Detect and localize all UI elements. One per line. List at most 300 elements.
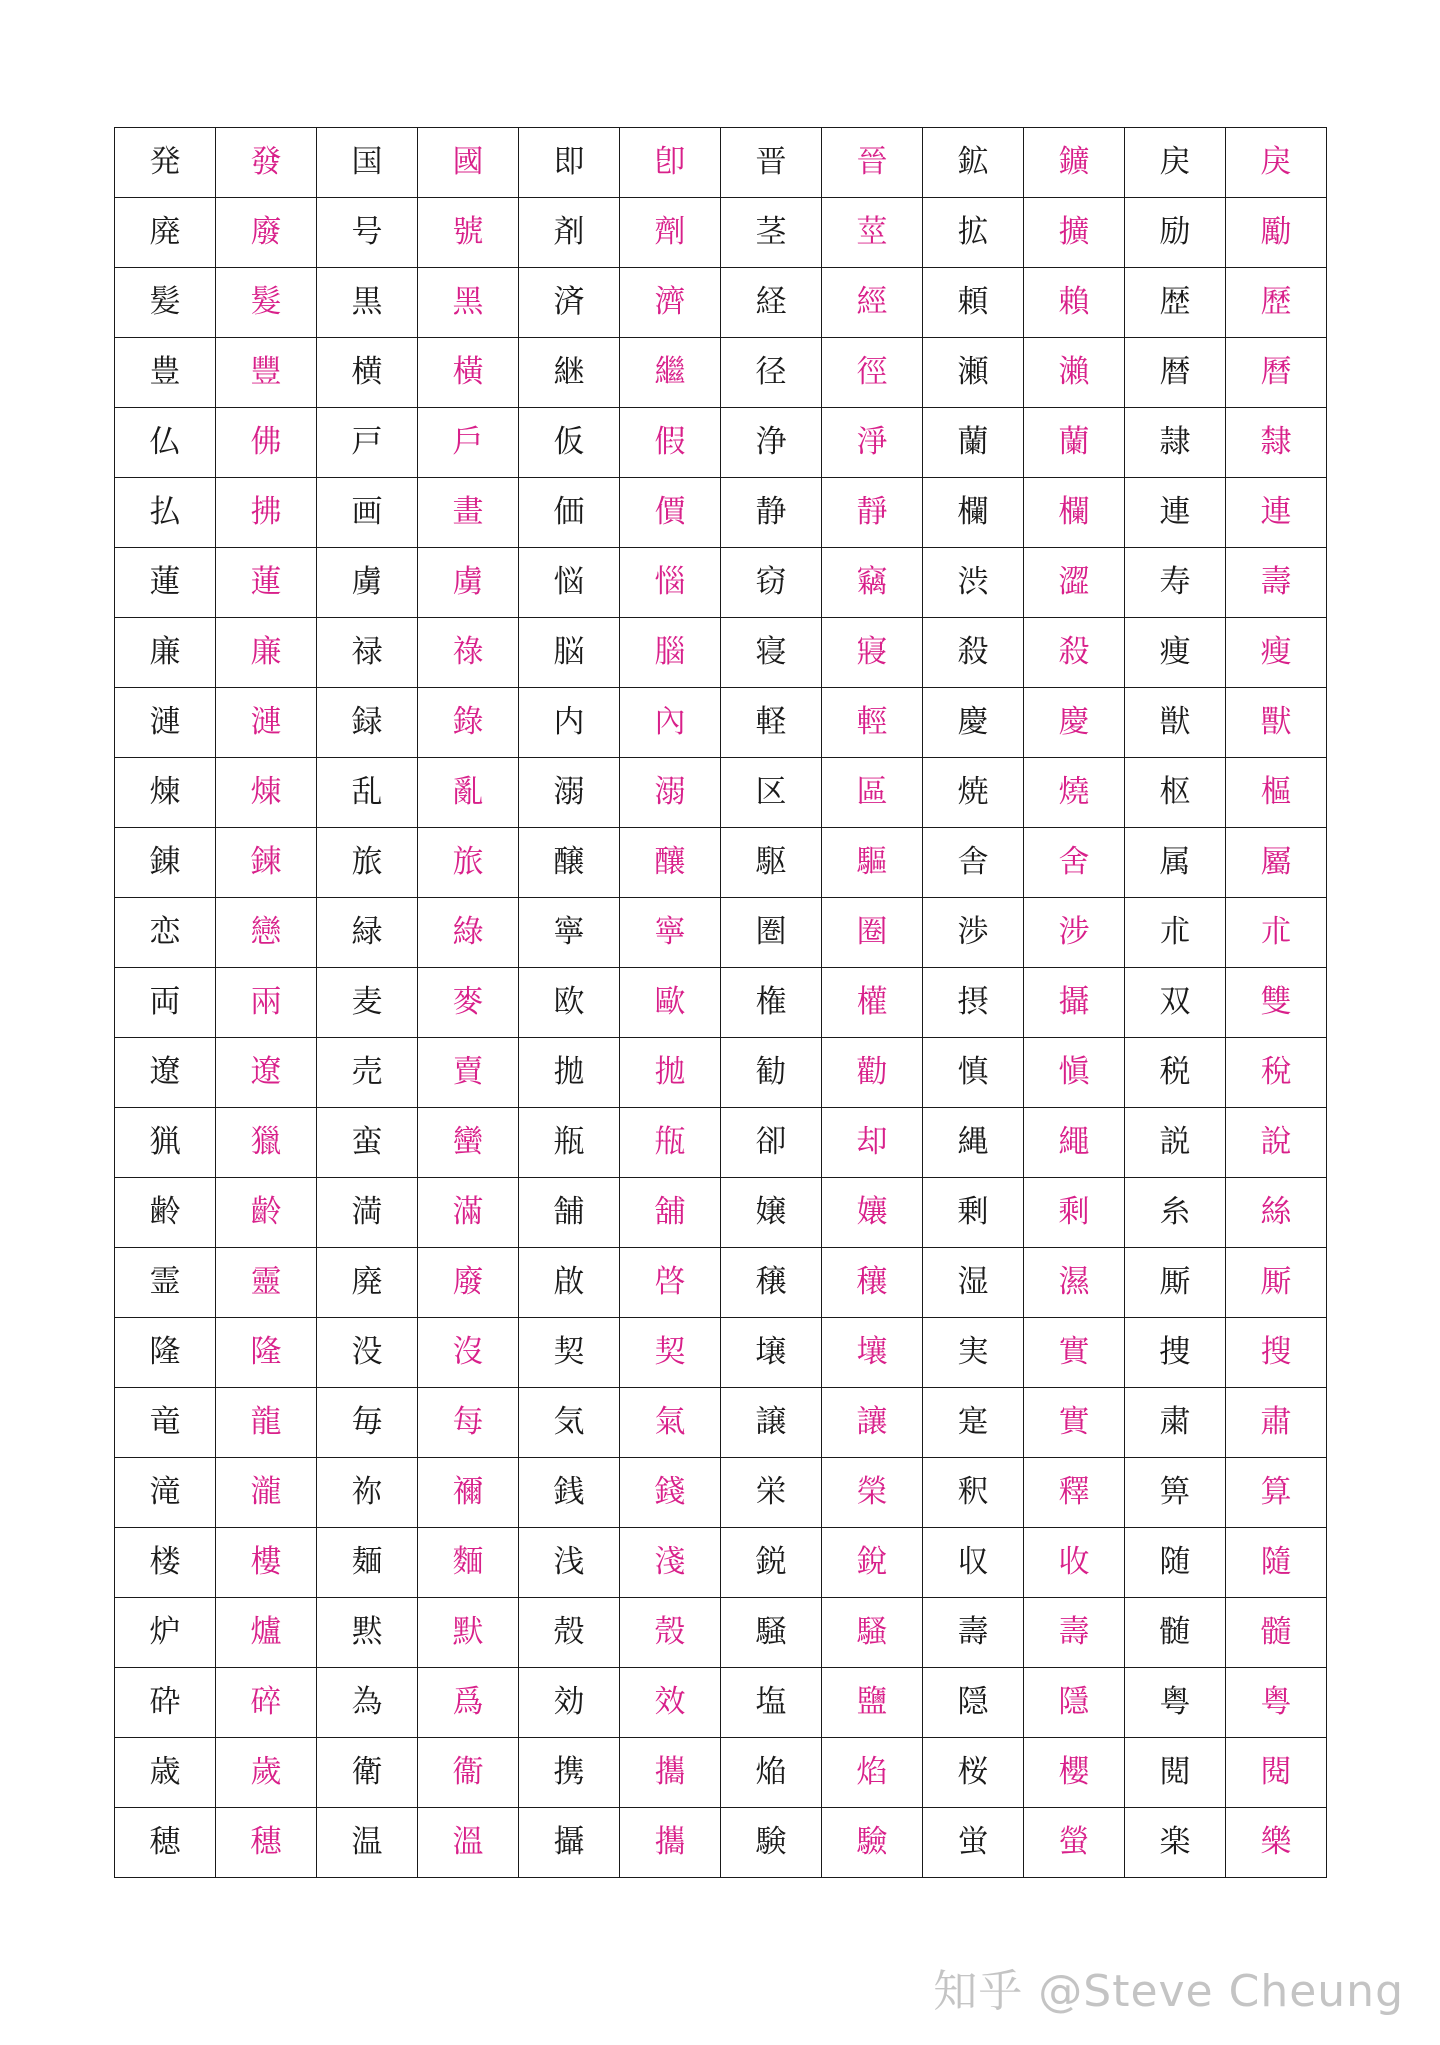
simplified-char-cell: 痩 <box>1125 618 1226 688</box>
traditional-char-cell: 劑 <box>620 198 721 268</box>
traditional-char-cell: 屬 <box>1226 828 1327 898</box>
simplified-char-cell: 価 <box>519 478 620 548</box>
simplified-char-cell: 号 <box>317 198 418 268</box>
simplified-char-cell: 戻 <box>1125 128 1226 198</box>
simplified-char-cell: 麺 <box>317 1528 418 1598</box>
traditional-char-cell: 戀 <box>216 898 317 968</box>
simplified-char-cell: 発 <box>115 128 216 198</box>
simplified-char-cell: 欧 <box>519 968 620 1038</box>
traditional-char-cell: 讓 <box>822 1388 923 1458</box>
simplified-char-cell: 内 <box>519 688 620 758</box>
simplified-char-cell: 戸 <box>317 408 418 478</box>
simplified-char-cell: 慎 <box>923 1038 1024 1108</box>
simplified-char-cell: 即 <box>519 128 620 198</box>
simplified-char-cell: 瀬 <box>923 338 1024 408</box>
simplified-char-cell: 静 <box>721 478 822 548</box>
simplified-char-cell: 楼 <box>115 1528 216 1598</box>
table-row <box>115 408 1327 478</box>
traditional-char-cell: 氣 <box>620 1388 721 1458</box>
simplified-char-cell: 拋 <box>519 1038 620 1108</box>
traditional-char-cell: 淨 <box>822 408 923 478</box>
simplified-char-cell: 寔 <box>923 1388 1024 1458</box>
simplified-char-cell: 窃 <box>721 548 822 618</box>
watermark: 知乎 @Steve Cheung <box>933 1966 1404 2017</box>
table-row <box>115 688 1327 758</box>
table-row <box>115 1318 1327 1388</box>
traditional-char-cell: 樞 <box>1226 758 1327 828</box>
simplified-char-cell: 髪 <box>115 268 216 338</box>
simplified-char-cell: 釈 <box>923 1458 1024 1528</box>
traditional-char-cell: 粤 <box>1226 1668 1327 1738</box>
table-row <box>115 1178 1327 1248</box>
table-row <box>115 1038 1327 1108</box>
simplified-char-cell: 壌 <box>721 1318 822 1388</box>
simplified-char-cell: 殺 <box>923 618 1024 688</box>
traditional-char-cell: 隨 <box>1226 1528 1327 1598</box>
traditional-char-cell: 輕 <box>822 688 923 758</box>
simplified-char-cell: 払 <box>115 478 216 548</box>
traditional-char-cell: 徑 <box>822 338 923 408</box>
traditional-char-cell: 算 <box>1226 1458 1327 1528</box>
table-row <box>115 758 1327 828</box>
simplified-char-cell: 竜 <box>115 1388 216 1458</box>
simplified-char-cell: 双 <box>1125 968 1226 1038</box>
simplified-char-cell: 駆 <box>721 828 822 898</box>
simplified-char-cell: 乱 <box>317 758 418 828</box>
traditional-char-cell: 閱 <box>1226 1738 1327 1808</box>
traditional-char-cell: 每 <box>418 1388 519 1458</box>
simplified-char-cell: 随 <box>1125 1528 1226 1598</box>
traditional-char-cell: 繩 <box>1024 1108 1125 1178</box>
simplified-char-cell: 気 <box>519 1388 620 1458</box>
simplified-char-cell: 属 <box>1125 828 1226 898</box>
table-row <box>115 1248 1327 1318</box>
simplified-char-cell: 脳 <box>519 618 620 688</box>
simplified-char-cell: 炉 <box>115 1598 216 1668</box>
simplified-char-cell: 売 <box>317 1038 418 1108</box>
traditional-char-cell: 搜 <box>1226 1318 1327 1388</box>
traditional-char-cell: 國 <box>418 128 519 198</box>
traditional-char-cell: 莖 <box>822 198 923 268</box>
traditional-char-cell: 孃 <box>822 1178 923 1248</box>
simplified-char-cell: 録 <box>317 688 418 758</box>
traditional-char-cell: 碎 <box>216 1668 317 1738</box>
simplified-char-cell: 欄 <box>923 478 1024 548</box>
traditional-char-cell: 厮 <box>1226 1248 1327 1318</box>
simplified-char-cell: 譲 <box>721 1388 822 1458</box>
table-row <box>115 898 1327 968</box>
traditional-char-cell: 却 <box>822 1108 923 1178</box>
traditional-char-cell: 獸 <box>1226 688 1327 758</box>
traditional-char-cell: 稅 <box>1226 1038 1327 1108</box>
simplified-char-cell: 励 <box>1125 198 1226 268</box>
traditional-char-cell: 樓 <box>216 1528 317 1598</box>
simplified-char-cell: 連 <box>1125 478 1226 548</box>
traditional-char-cell: 濕 <box>1024 1248 1125 1318</box>
simplified-char-cell: 効 <box>519 1668 620 1738</box>
traditional-char-cell: 肅 <box>1226 1388 1327 1458</box>
table-row <box>115 1458 1327 1528</box>
traditional-char-cell: 勵 <box>1226 198 1327 268</box>
traditional-char-cell: 瀧 <box>216 1458 317 1528</box>
traditional-char-cell: 廢 <box>216 198 317 268</box>
traditional-char-cell: 絲 <box>1226 1178 1327 1248</box>
simplified-char-cell: 閲 <box>1125 1738 1226 1808</box>
simplified-char-cell: 禄 <box>317 618 418 688</box>
simplified-char-cell: 鉱 <box>923 128 1024 198</box>
simplified-char-cell: 鋭 <box>721 1528 822 1598</box>
simplified-char-cell: 蛮 <box>317 1108 418 1178</box>
simplified-char-cell: 舗 <box>519 1178 620 1248</box>
simplified-char-cell: 軽 <box>721 688 822 758</box>
traditional-char-cell: 雙 <box>1226 968 1327 1038</box>
simplified-char-cell: 瓶 <box>519 1108 620 1178</box>
simplified-char-cell: 隆 <box>115 1318 216 1388</box>
simplified-char-cell: 温 <box>317 1808 418 1878</box>
simplified-char-cell: 糸 <box>1125 1178 1226 1248</box>
simplified-char-cell: 殻 <box>519 1598 620 1668</box>
traditional-char-cell: 內 <box>620 688 721 758</box>
simplified-char-cell: 砕 <box>115 1668 216 1738</box>
traditional-char-cell: 麵 <box>418 1528 519 1598</box>
traditional-char-cell: 剩 <box>1024 1178 1125 1248</box>
simplified-char-cell: 緑 <box>317 898 418 968</box>
simplified-char-cell: 麦 <box>317 968 418 1038</box>
traditional-char-cell: 拂 <box>216 478 317 548</box>
table-row <box>115 1108 1327 1178</box>
simplified-char-cell: 圏 <box>721 898 822 968</box>
traditional-char-cell: 惱 <box>620 548 721 618</box>
simplified-char-cell: 嬢 <box>721 1178 822 1248</box>
traditional-char-cell: 釀 <box>620 828 721 898</box>
simplified-char-cell: 齢 <box>115 1178 216 1248</box>
simplified-char-cell: 廃 <box>317 1248 418 1318</box>
table-row <box>115 1738 1327 1808</box>
traditional-char-cell: 連 <box>1226 478 1327 548</box>
traditional-char-cell: 經 <box>822 268 923 338</box>
traditional-char-cell: 鑛 <box>1024 128 1125 198</box>
simplified-char-cell: 厮 <box>1125 1248 1226 1318</box>
table-row <box>115 478 1327 548</box>
traditional-char-cell: 啓 <box>620 1248 721 1318</box>
simplified-char-cell: 穂 <box>115 1808 216 1878</box>
table-row <box>115 828 1327 898</box>
simplified-char-cell: 朮 <box>1125 898 1226 968</box>
simplified-char-cell: 卻 <box>721 1108 822 1178</box>
simplified-char-cell: 渉 <box>923 898 1024 968</box>
simplified-char-cell: 遼 <box>115 1038 216 1108</box>
traditional-char-cell: 黑 <box>418 268 519 338</box>
traditional-char-cell: 廢 <box>418 1248 519 1318</box>
simplified-char-cell: 横 <box>317 338 418 408</box>
traditional-char-cell: 曆 <box>1226 338 1327 408</box>
table-row <box>115 1808 1327 1878</box>
traditional-char-cell: 溺 <box>620 758 721 828</box>
simplified-char-cell: 権 <box>721 968 822 1038</box>
simplified-char-cell: 煉 <box>115 758 216 828</box>
traditional-char-cell: 攝 <box>1024 968 1125 1038</box>
table-row <box>115 268 1327 338</box>
simplified-char-cell: 径 <box>721 338 822 408</box>
simplified-char-cell: 頼 <box>923 268 1024 338</box>
traditional-char-cell: 寢 <box>822 618 923 688</box>
traditional-char-cell: 寧 <box>620 898 721 968</box>
traditional-char-cell: 圈 <box>822 898 923 968</box>
traditional-char-cell: 戶 <box>418 408 519 478</box>
traditional-char-cell: 殺 <box>1024 618 1125 688</box>
traditional-char-cell: 禰 <box>418 1458 519 1528</box>
traditional-char-cell: 隸 <box>1226 408 1327 478</box>
simplified-char-cell: 悩 <box>519 548 620 618</box>
simplified-char-cell: 恋 <box>115 898 216 968</box>
simplified-char-cell: 焼 <box>923 758 1024 828</box>
simplified-char-cell: 区 <box>721 758 822 828</box>
simplified-char-cell: 啟 <box>519 1248 620 1318</box>
traditional-char-cell: 權 <box>822 968 923 1038</box>
traditional-char-cell: 實 <box>1024 1318 1125 1388</box>
simplified-char-cell: 寧 <box>519 898 620 968</box>
simplified-char-cell: 醸 <box>519 828 620 898</box>
traditional-char-cell: 假 <box>620 408 721 478</box>
simplified-char-cell: 済 <box>519 268 620 338</box>
simplified-char-cell: 継 <box>519 338 620 408</box>
traditional-char-cell: 鹽 <box>822 1668 923 1738</box>
simplified-char-cell: 旅 <box>317 828 418 898</box>
traditional-char-cell: 默 <box>418 1598 519 1668</box>
traditional-char-cell: 濟 <box>620 268 721 338</box>
simplified-char-cell: 歳 <box>115 1738 216 1808</box>
traditional-char-cell: 兩 <box>216 968 317 1038</box>
simplified-char-cell: 験 <box>721 1808 822 1878</box>
simplified-char-cell: 隷 <box>1125 408 1226 478</box>
table-row <box>115 1598 1327 1668</box>
traditional-char-cell: 龍 <box>216 1388 317 1458</box>
simplified-char-cell: 画 <box>317 478 418 548</box>
simplified-char-cell: 為 <box>317 1668 418 1738</box>
traditional-char-cell: 錄 <box>418 688 519 758</box>
simplified-char-cell: 穣 <box>721 1248 822 1318</box>
simplified-char-cell: 猟 <box>115 1108 216 1178</box>
traditional-char-cell: 淺 <box>620 1528 721 1598</box>
traditional-char-cell: 齡 <box>216 1178 317 1248</box>
traditional-char-cell: 騷 <box>822 1598 923 1668</box>
simplified-char-cell: 渋 <box>923 548 1024 618</box>
traditional-char-cell: 竊 <box>822 548 923 618</box>
simplified-char-cell: 舎 <box>923 828 1024 898</box>
traditional-char-cell: 攜 <box>620 1738 721 1808</box>
simplified-char-cell: 粤 <box>1125 1668 1226 1738</box>
simplified-char-cell: 税 <box>1125 1038 1226 1108</box>
traditional-char-cell: 戾 <box>1226 128 1327 198</box>
traditional-char-cell: 溫 <box>418 1808 519 1878</box>
traditional-char-cell: 壤 <box>822 1318 923 1388</box>
traditional-char-cell: 靜 <box>822 478 923 548</box>
simplified-char-cell: 黙 <box>317 1598 418 1668</box>
simplified-char-cell: 箅 <box>1125 1458 1226 1528</box>
simplified-char-cell: 塩 <box>721 1668 822 1738</box>
table-row <box>115 198 1327 268</box>
traditional-char-cell: 釋 <box>1024 1458 1125 1528</box>
simplified-char-cell: 経 <box>721 268 822 338</box>
traditional-char-cell: 號 <box>418 198 519 268</box>
traditional-char-cell: 獵 <box>216 1108 317 1178</box>
simplified-char-cell: 両 <box>115 968 216 1038</box>
traditional-char-cell: 廉 <box>216 618 317 688</box>
traditional-char-cell: 賴 <box>1024 268 1125 338</box>
traditional-char-cell: 舖 <box>620 1178 721 1248</box>
simplified-char-cell: 焔 <box>721 1738 822 1808</box>
traditional-char-cell: 靈 <box>216 1248 317 1318</box>
traditional-char-cell: 燒 <box>1024 758 1125 828</box>
traditional-char-cell: 驗 <box>822 1808 923 1878</box>
simplified-char-cell: 霊 <box>115 1248 216 1318</box>
simplified-char-cell: 桜 <box>923 1738 1024 1808</box>
traditional-char-cell: 勸 <box>822 1038 923 1108</box>
simplified-char-cell: 茎 <box>721 198 822 268</box>
simplified-char-cell: 銭 <box>519 1458 620 1528</box>
simplified-char-cell: 蓮 <box>115 548 216 618</box>
traditional-char-cell: 蓮 <box>216 548 317 618</box>
simplified-char-cell: 騒 <box>721 1598 822 1668</box>
traditional-char-cell: 歲 <box>216 1738 317 1808</box>
traditional-char-cell: 歐 <box>620 968 721 1038</box>
traditional-char-cell: 拋 <box>620 1038 721 1108</box>
traditional-char-cell: 螢 <box>1024 1808 1125 1878</box>
traditional-char-cell: 慶 <box>1024 688 1125 758</box>
simplified-char-cell: 勧 <box>721 1038 822 1108</box>
traditional-char-cell: 甁 <box>620 1108 721 1178</box>
simplified-char-cell: 錬 <box>115 828 216 898</box>
table-row <box>115 618 1327 688</box>
simplified-char-cell: 剤 <box>519 198 620 268</box>
traditional-char-cell: 繼 <box>620 338 721 408</box>
traditional-char-cell: 蠻 <box>418 1108 519 1178</box>
simplified-char-cell: 攝 <box>519 1808 620 1878</box>
traditional-char-cell: 歷 <box>1226 268 1327 338</box>
simplified-char-cell: 獣 <box>1125 688 1226 758</box>
simplified-char-cell: 毎 <box>317 1388 418 1458</box>
traditional-char-cell: 瘦 <box>1226 618 1327 688</box>
traditional-char-cell: 爐 <box>216 1598 317 1668</box>
traditional-char-cell: 涉 <box>1024 898 1125 968</box>
traditional-char-cell: 遼 <box>216 1038 317 1108</box>
simplified-char-cell: 粛 <box>1125 1388 1226 1458</box>
table-row <box>115 1388 1327 1458</box>
simplified-char-cell: 仮 <box>519 408 620 478</box>
simplified-char-cell: 国 <box>317 128 418 198</box>
traditional-char-cell: 祿 <box>418 618 519 688</box>
traditional-char-cell: 隱 <box>1024 1668 1125 1738</box>
traditional-char-cell: 收 <box>1024 1528 1125 1598</box>
simplified-char-cell: 漣 <box>115 688 216 758</box>
simplified-char-cell: 携 <box>519 1738 620 1808</box>
simplified-char-cell: 浅 <box>519 1528 620 1598</box>
simplified-char-cell: 契 <box>519 1318 620 1388</box>
simplified-char-cell: 暦 <box>1125 338 1226 408</box>
simplified-char-cell: 慶 <box>923 688 1024 758</box>
simplified-char-cell: 縄 <box>923 1108 1024 1178</box>
traditional-char-cell: 晉 <box>822 128 923 198</box>
simplified-char-cell: 寿 <box>1125 548 1226 618</box>
traditional-char-cell: 隆 <box>216 1318 317 1388</box>
simplified-char-cell: 収 <box>923 1528 1024 1598</box>
table-row <box>115 968 1327 1038</box>
simplified-char-cell: 実 <box>923 1318 1024 1388</box>
traditional-char-cell: 殼 <box>620 1598 721 1668</box>
simplified-char-cell: 栄 <box>721 1458 822 1528</box>
traditional-char-cell: 榮 <box>822 1458 923 1528</box>
traditional-char-cell: 佛 <box>216 408 317 478</box>
traditional-char-cell: 虜 <box>418 548 519 618</box>
simplified-char-cell: 仏 <box>115 408 216 478</box>
table-row <box>115 338 1327 408</box>
traditional-char-cell: 爲 <box>418 1668 519 1738</box>
traditional-char-cell: 價 <box>620 478 721 548</box>
simplified-char-cell: 廉 <box>115 618 216 688</box>
traditional-char-cell: 賣 <box>418 1038 519 1108</box>
simplified-char-cell: 蘭 <box>923 408 1024 478</box>
simplified-char-cell: 説 <box>1125 1108 1226 1178</box>
simplified-char-cell: 溺 <box>519 758 620 828</box>
traditional-char-cell: 畫 <box>418 478 519 548</box>
traditional-char-cell: 滿 <box>418 1178 519 1248</box>
traditional-char-cell: 欄 <box>1024 478 1125 548</box>
traditional-char-cell: 蘭 <box>1024 408 1125 478</box>
traditional-char-cell: 麥 <box>418 968 519 1038</box>
traditional-char-cell: 腦 <box>620 618 721 688</box>
simplified-char-cell: 満 <box>317 1178 418 1248</box>
simplified-char-cell: 歴 <box>1125 268 1226 338</box>
table-row <box>115 128 1327 198</box>
simplified-char-cell: 衛 <box>317 1738 418 1808</box>
simplified-char-cell: 剰 <box>923 1178 1024 1248</box>
traditional-char-cell: 漣 <box>216 688 317 758</box>
simplified-char-cell: 没 <box>317 1318 418 1388</box>
traditional-char-cell: 發 <box>216 128 317 198</box>
traditional-char-cell: 鍊 <box>216 828 317 898</box>
traditional-char-cell: 衞 <box>418 1738 519 1808</box>
traditional-char-cell: 壽 <box>1226 548 1327 618</box>
simplified-char-cell: 拡 <box>923 198 1024 268</box>
simplified-char-cell: 祢 <box>317 1458 418 1528</box>
table-row <box>115 548 1327 618</box>
traditional-char-cell: 櫻 <box>1024 1738 1125 1808</box>
traditional-char-cell: 髮 <box>216 268 317 338</box>
simplified-char-cell: 楽 <box>1125 1808 1226 1878</box>
table-row <box>115 1528 1327 1598</box>
traditional-char-cell: 舍 <box>1024 828 1125 898</box>
simplified-char-cell: 摂 <box>923 968 1024 1038</box>
traditional-char-cell: 攜 <box>620 1808 721 1878</box>
traditional-char-cell: 煉 <box>216 758 317 828</box>
simplified-char-cell: 滝 <box>115 1458 216 1528</box>
traditional-char-cell: 驅 <box>822 828 923 898</box>
traditional-char-cell: 樂 <box>1226 1808 1327 1878</box>
traditional-char-cell: 錢 <box>620 1458 721 1528</box>
traditional-char-cell: 穗 <box>216 1808 317 1878</box>
traditional-char-cell: 橫 <box>418 338 519 408</box>
simplified-char-cell: 湿 <box>923 1248 1024 1318</box>
traditional-char-cell: 瀨 <box>1024 338 1125 408</box>
traditional-char-cell: 旅 <box>418 828 519 898</box>
traditional-char-cell: 效 <box>620 1668 721 1738</box>
traditional-char-cell: 契 <box>620 1318 721 1388</box>
simplified-char-cell: 壽 <box>923 1598 1024 1668</box>
traditional-char-cell: 壽 <box>1024 1598 1125 1668</box>
traditional-char-cell: 朮 <box>1226 898 1327 968</box>
traditional-char-cell: 穰 <box>822 1248 923 1318</box>
simplified-char-cell: 浄 <box>721 408 822 478</box>
